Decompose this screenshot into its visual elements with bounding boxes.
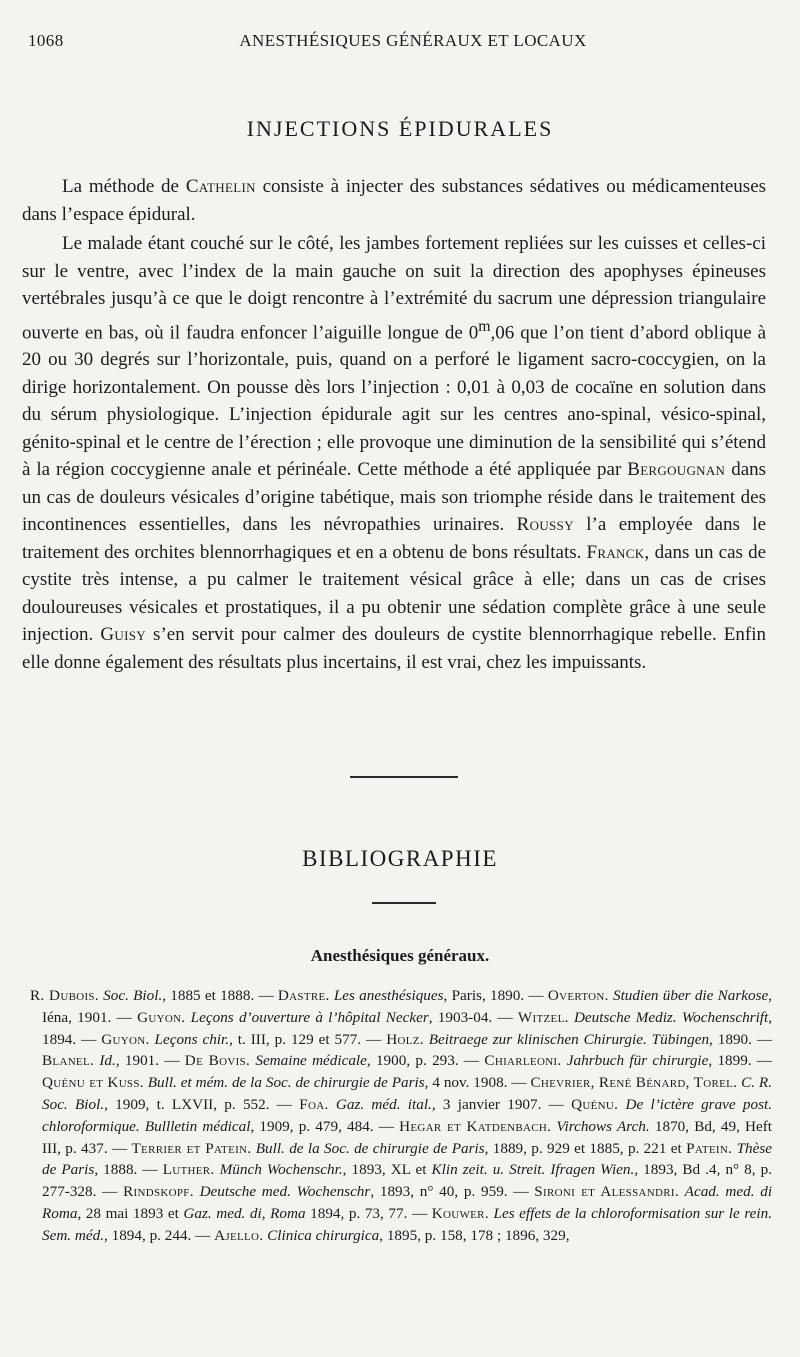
author-name: Roussy — [516, 514, 574, 536]
bibliography-title: BIBLIOGRAPHIE — [302, 846, 498, 871]
divider-rule — [350, 776, 458, 778]
author-name: Bergougnan — [627, 459, 726, 481]
paragraph: La méthode de Cathelin consiste à injecter des substances sédatives ou médicamenteuses dans l’espace épidural. — [22, 176, 767, 225]
paragraph: Le malade étant couché sur le côté, les jambes fortement repliées sur les cuisses et celles-ci sur le ventre, avec l’index de la main gauche on suit la direction des apophyses épineuses vertébrales jusqu’à ce que le doigt rencontre à l’extrémité du sacrum une dépression triangulaire ouverte en bas, où il faudra enfoncer l’aiguille longue de 0$^m$,06 que l’on tient d’abord oblique à 20 ou 30 degrés sur l’horizontale, puis, quand on a perforé le ligament sacro-coccygien, on la dirige horizontalement. On pousse dès lors l’injection : 0,01 à 0,03 de cocaïne en solution dans du sérum physiologique. L’injection épidurale agit sur les centres ano-spinal, vésico-spinal, génito-spinal et le centre de l’érection ; elle provoque une diminution de la sensibilité qui s’étend à la région coccygienne anale et périnéale. Cette méthode a été appliquée par Bergougnan dans un cas de douleurs vésicales d’origine tabétique, mais son triomphe réside dans le traitement des incontinences essentielles, dans les névropathies urinaires. Roussy l’a employée dans le traitement des orchites blennorrhagiques et en a obtenu de bons résultats. Franck, dans un cas de cystite très intense, a pu calmer le traitement vésical grâce à elle; dans un cas de crises douloureuses vésicales et prostatiques, il a pu obtenir une sédation complète grâce à une seule injection. Guisy s’en servit pour calmer des douleurs de cystite blennorrhagique rebelle. Enfin elle donne également des résultats plus incertains, il est vrai, chez les impuissants. — [22, 233, 767, 673]
subsection-title: Anesthésiques généraux. — [310, 946, 490, 965]
page-number: 1068 — [28, 31, 64, 50]
section-title: INJECTIONS ÉPIDURALES — [246, 116, 554, 141]
author-name: Guisy — [100, 624, 146, 646]
author-name: Franck, — [586, 541, 650, 563]
author-name: Cathelin — [185, 176, 256, 197]
reference-list — [30, 985, 772, 1247]
divider-rule — [372, 902, 436, 904]
section-body — [22, 173, 766, 676]
running-head: ANESTHÉSIQUES GÉNÉRAUX ET LOCAUX — [239, 31, 587, 50]
reference-paragraph: R. Dubois. Soc. Biol., 1885 et 1888. — Dastre. Les anesthésiques, Paris, 1890. — Overton. Studien über die Narkose, Iéna, 1901. — Guyon. Leçons d’ouverture à l’hôpital Necker, 1903-04. — Witzel. Deutsche Mediz. Wochenschrift, 1894. — Guyon. Leçons chir., t. III, p. 129 et 577. — Holz. Beitraege zur klinischen Chirurgie. Tübingen, 1890. — Blanel. Id., 1901. — De Bovis. Semaine médicale, 1900, p. 293. — Chiarleoni. Jahrbuch für chirurgie, 1899. — Quénu et Kuss. Bull. et mém. de la Soc. de chirurgie de Paris, 4 nov. 1908. — Chevrier, René Bénard, Torel. C. R. Soc. Biol., 1909, t. LXVII, p. 552. — Foa. Gaz. méd. ital., 3 janvier 1907. — Quénu. De l’ictère grave post. chloroformique. Bullletin médical, 1909, p. 479, 484. — Hegar et Katdenbach. Virchows Arch. 1870, Bd, 49, Heft III, p. 437. — Terrier et Patein. Bull. de la Soc. de chirurgie de Paris, 1889, p. 929 et 1885, p. 221 et Patein. Thèse de Paris, 1888. — Luther. Münch Wochenschr., 1893, XL et Klin zeit. u. Streit. Ifragen Wien., 1893, Bd .4, n° 8, p. 277-328. — Rindskopf. Deutsche med. Wochenschr, 1893, n° 40, p. 959. — Sironi et Alessandri. Acad. med. di Roma, 28 mai 1893 et Gaz. med. di, Roma 1894, p. 73, 77. — Kouwer. Les effets de la chloroformisation sur le rein. Sem. méd., 1894, p. 244. — Ajello. Clinica chirurgica, 1895, p. 158, 178 ; 1896, 329, — [30, 987, 773, 1244]
page-header — [28, 31, 778, 57]
